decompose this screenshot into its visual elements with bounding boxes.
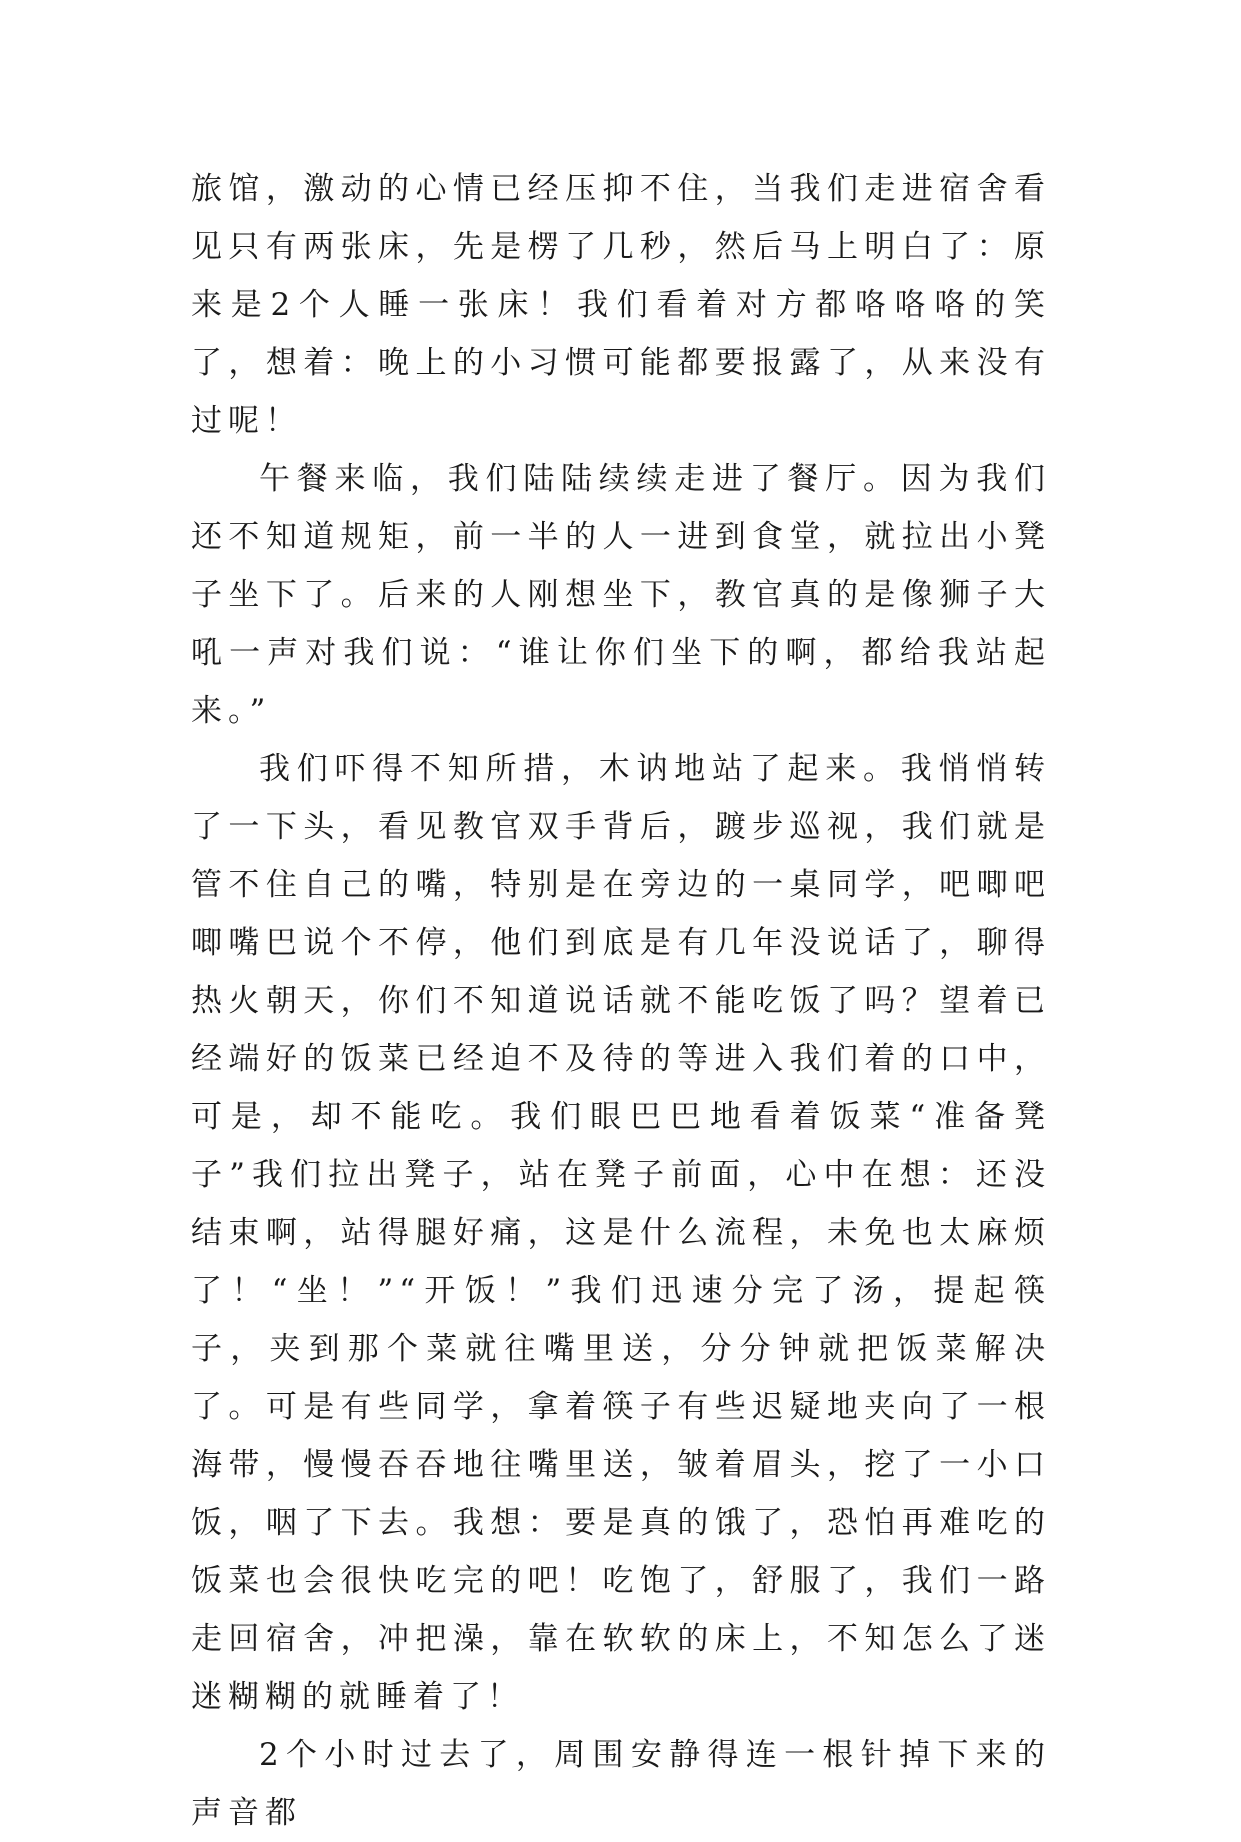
paragraph-4: 2个小时过去了，周围安静得连一根针掉下来的声音都 — [191, 1737, 1051, 1831]
paragraph-1: 旅馆，激动的心情已经压抑不住，当我们走进宿舍看见只有两张床，先是楞了几秒，然后马上明白了：原来是2个人睡一张床！我们看着对方都咯咯咯的笑了，想着：晚上的小习惯可能都要报露了，从来没有过呢！ — [191, 171, 1051, 439]
paragraph-2: 午餐来临，我们陆陆续续走进了餐厅。因为我们还不知道规矩，前一半的人一进到食堂，就拉出小凳子坐下了。后来的人刚想坐下，教官真的是像狮子大吼一声对我们说：“谁让你们坐下的啊，都给我站起来。” — [191, 461, 1051, 729]
body-text — [191, 160, 1051, 1842]
paragraph-3: 我们吓得不知所措，木讷地站了起来。我悄悄转了一下头，看见教官双手背后，踱步巡视，我们就是管不住自己的嘴，特别是在旁边的一桌同学，吧唧吧唧嘴巴说个不停，他们到底是有几年没说话了，聊得热火朝天，你们不知道说话就不能吃饭了吗？望着已经端好的饭菜已经迫不及待的等进入我们着的口中，可是，却不能吃。我们眼巴巴地看着饭菜“准备凳子”我们拉出凳子，站在凳子前面，心中在想：还没结束啊，站得腿好痛，这是什么流程，未免也太麻烦了！“坐！”“开饭！”我们迅速分完了汤，提起筷子，夹到那个菜就往嘴里送，分分钟就把饭菜解决了。可是有些同学，拿着筷子有些迟疑地夹向了一根海带，慢慢吞吞地往嘴里送，皱着眉头，挖了一小口饭，咽了下去。我想：要是真的饿了，恐怕再难吃的饭菜也会很快吃完的吧！吃饱了，舒服了，我们一路走回宿舍，冲把澡，靠在软软的床上，不知怎么了迷迷糊糊的就睡着了！ — [191, 751, 1051, 1715]
